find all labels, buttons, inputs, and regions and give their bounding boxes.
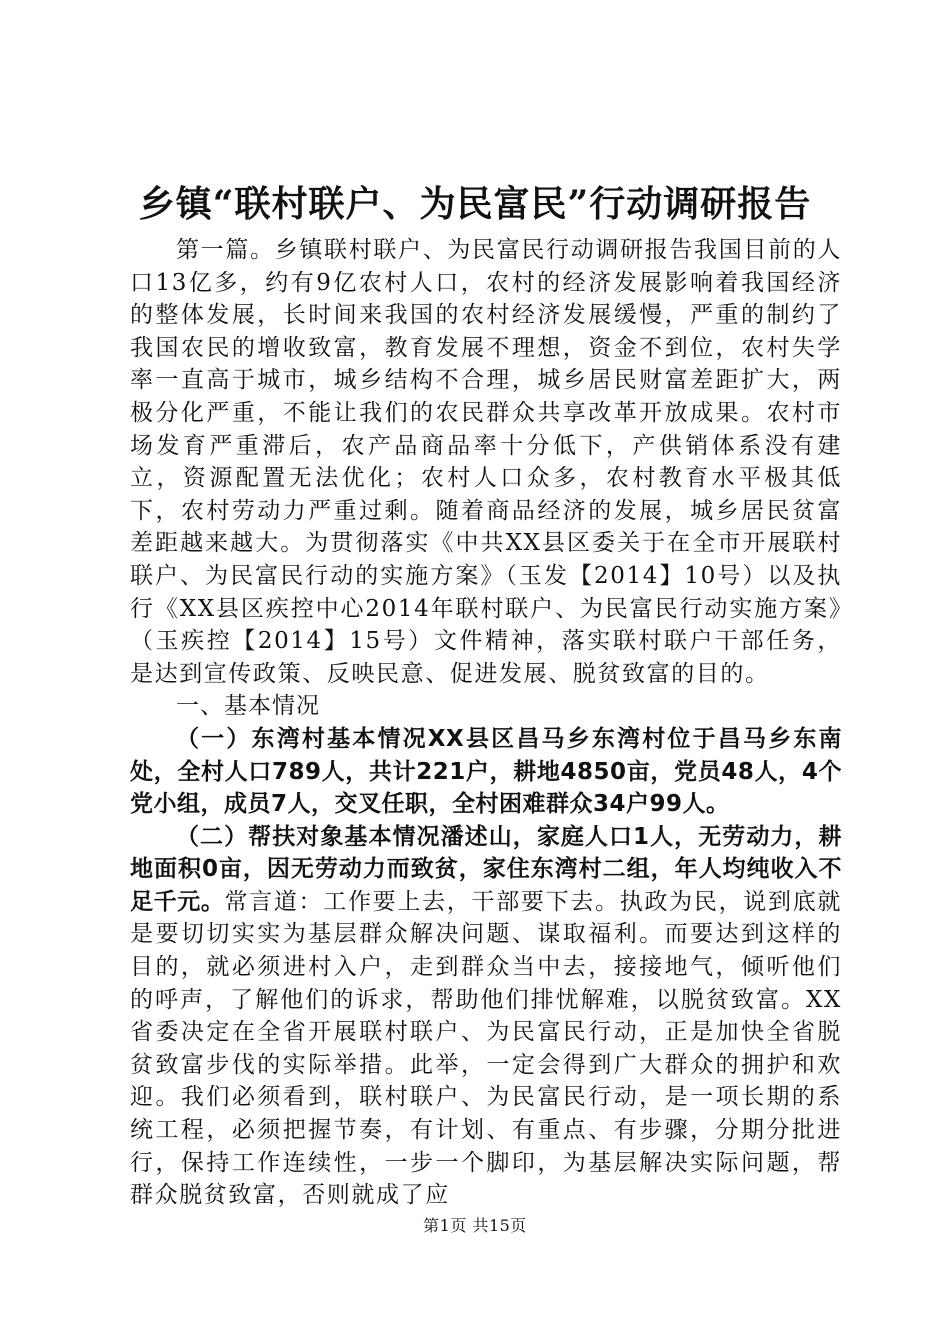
intro-paragraph: 第一篇。乡镇联村联户、为民富民行动调研报告我国目前的人口13亿多，约有9亿农村人口，农村的经济发展影响着我国经济的整体发展，长时间来我国的农村经济发展缓慢，严重的制约了我国农民的增收致富，教育发展不理想，资金不到位，农村失学率一直高于城市，城乡结构不合理，城乡居民财富差距扩大，两极分化严重，不能让我们的农民群众共享改革开放成果。农村市场发育严重滞后，农产品商品率十分低下，产供销体系没有建立，资源配置无法优化；农村人口众多，农村教育水平极其低下，农村劳动力严重过剩。随着商品经济的发展，城乡居民贫富差距越来越大。为贯彻落实《中共XX县区委关于在全市开展联村联户、为民富民行动的实施方案》（玉发【2014】10号）以及执行《XX县区疾控中心2014年联村联户、为民富民行动实施方案》（玉疾控【2014】15号）文件精神，落实联村联户干部任务，是达到宣传政策、反映民意、促进发展、脱贫致富的目的。 [130,237,842,687]
document-title: 乡镇“联村联户、为民富民”行动调研报告 [138,183,812,225]
assistance-paragraph [130,821,842,1212]
page-footer: 第1页 共15页 [423,1216,527,1235]
assistance-discussion: 常言道：工作要上去，干部要下去。执政为民，说到底就是要切切实实为基层群众解决问题、谋取福利。而要达到这样的目的，就必须进村入户，走到群众当中去，接接地气，倾听他们的呼声，了解他们的诉求，帮助他们排忧解难，以脱贫致富。XX省委决定在全省开展联村联户、为民富民行动，正是加快全省脱贫致富步伐的实际举措。此举，一定会得到广大群众的拥护和欢迎。我们必须看到，联村联户、为民富民行动，是一项长期的系统工程，必须把握节奏，有计划、有重点、有步骤，分期分批进行，保持工作连续性，一步一个脚印，为基层解决实际问题，帮群众脱贫致富，否则就成了应 [130,888,843,1209]
section-heading-basic-info: 一、基本情况 [176,693,320,720]
document-body [130,234,842,1212]
village-info-paragraph: （一）东湾村基本情况XX县区昌马乡东湾村位于昌马乡东南处，全村人口789人，共计221户，耕地4850亩，党员48人，4个党小组，成员7人，交叉任职，全村困难群众34户99人。 [130,725,842,818]
assistance-target-info: （二）帮扶对象基本情况潘述山，家庭人口1人，无劳动力，耕地面积0亩，因无劳动力而致贫，家住东湾村二组，年人均纯收入不足千元。 [130,823,842,915]
